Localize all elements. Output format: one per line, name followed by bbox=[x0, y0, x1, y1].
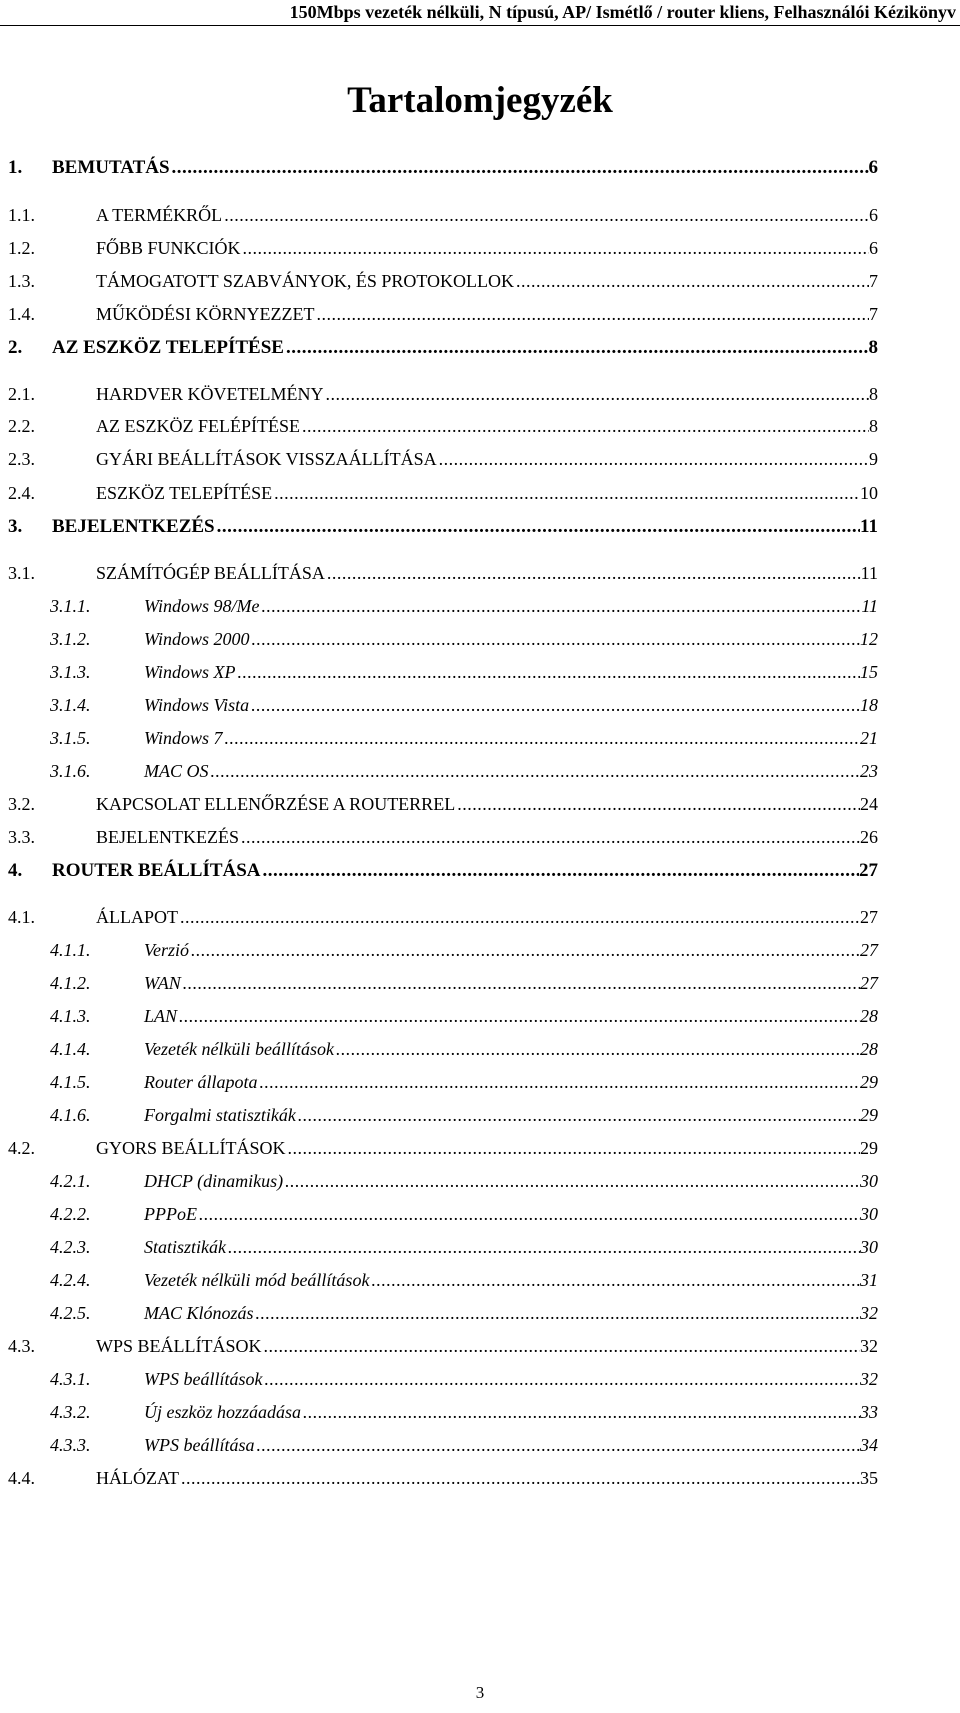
toc-entry-page: 7 bbox=[869, 304, 878, 324]
toc-entry-title: MAC Klónozás bbox=[144, 1303, 254, 1323]
toc-entry-page: 27 bbox=[860, 907, 878, 927]
toc-entry[interactable] bbox=[0, 723, 960, 753]
toc-dot-leader bbox=[325, 379, 869, 409]
toc-entry-title: Verzió bbox=[144, 940, 189, 960]
toc-entry-title: HARDVER KÖVETELMÉNY bbox=[96, 384, 324, 404]
toc-entry-title: WPS beállítása bbox=[144, 1435, 255, 1455]
toc-dot-leader bbox=[439, 444, 869, 474]
toc-entry[interactable] bbox=[0, 657, 960, 687]
toc-entry-title: AZ ESZKÖZ FELÉPÍTÉSE bbox=[96, 416, 300, 436]
toc-entry-page: 27 bbox=[859, 860, 878, 881]
toc-entry-page: 8 bbox=[869, 384, 878, 404]
toc-entry-page: 8 bbox=[869, 416, 878, 436]
toc-entry-page: 11 bbox=[861, 596, 878, 616]
toc-entry-page: 15 bbox=[860, 662, 878, 682]
toc-entry-number: 2.3. bbox=[8, 449, 35, 469]
toc-entry-number: 4.2. bbox=[8, 1138, 35, 1158]
toc-entry-page: 24 bbox=[860, 794, 878, 814]
toc-dot-leader bbox=[179, 1001, 860, 1031]
toc-entry-number: 4. bbox=[8, 860, 23, 881]
toc-entry[interactable] bbox=[0, 968, 960, 998]
toc-entry-number: 4.2.5. bbox=[50, 1303, 91, 1323]
toc-entry[interactable] bbox=[0, 1199, 960, 1229]
toc-entry-title: GYORS BEÁLLÍTÁSOK bbox=[96, 1138, 286, 1158]
toc-entry-title: Vezeték nélküli beállítások bbox=[144, 1039, 334, 1059]
toc-entry-page: 32 bbox=[860, 1336, 878, 1356]
toc-entry[interactable] bbox=[0, 591, 960, 621]
toc-entry-number: 2.4. bbox=[8, 483, 35, 503]
toc-entry-page: 6 bbox=[869, 238, 878, 258]
toc-entry-title: DHCP (dinamikus) bbox=[144, 1171, 284, 1191]
toc-entry-page: 34 bbox=[860, 1435, 878, 1455]
toc-entry[interactable] bbox=[0, 1397, 960, 1427]
toc-entry[interactable] bbox=[0, 153, 960, 183]
toc-entry-title: WAN bbox=[144, 973, 181, 993]
toc-dot-leader bbox=[263, 856, 859, 886]
toc-entry-number: 4.3.3. bbox=[50, 1435, 91, 1455]
toc-entry-number: 4.2.3. bbox=[50, 1237, 91, 1257]
toc-entry-title: Forgalmi statisztikák bbox=[144, 1105, 296, 1125]
toc-entry-page: 28 bbox=[860, 1039, 878, 1059]
toc-entry-title: BEMUTATÁS bbox=[52, 157, 170, 178]
toc-entry-number: 4.3.1. bbox=[50, 1369, 91, 1389]
toc-entry-number: 4.1.1. bbox=[50, 940, 91, 960]
toc-entry-number: 3.1.5. bbox=[50, 728, 91, 748]
toc-entry-number: 4.2.4. bbox=[50, 1270, 91, 1290]
toc-entry-number: 1.2. bbox=[8, 238, 35, 258]
toc-entry[interactable] bbox=[0, 1298, 960, 1328]
toc-entry-number: 3.1.4. bbox=[50, 695, 91, 715]
toc-entry[interactable] bbox=[0, 822, 960, 852]
toc-entry[interactable] bbox=[0, 1133, 960, 1163]
toc-entry-page: 27 bbox=[860, 973, 878, 993]
toc-entry[interactable] bbox=[0, 411, 960, 441]
toc-dot-leader bbox=[228, 1232, 860, 1262]
toc-entry-title: GYÁRI BEÁLLÍTÁSOK VISSZAÁLLÍTÁSA bbox=[96, 449, 437, 469]
toc-dot-leader bbox=[457, 789, 860, 819]
toc-entry[interactable] bbox=[0, 624, 960, 654]
toc-entry-title: WPS beállítások bbox=[144, 1369, 263, 1389]
toc-dot-leader bbox=[238, 657, 860, 687]
toc-entry[interactable] bbox=[0, 299, 960, 329]
toc-entry-title: AZ ESZKÖZ TELEPÍTÉSE bbox=[52, 337, 284, 358]
toc-dot-leader bbox=[243, 233, 869, 263]
toc-entry-page: 6 bbox=[869, 205, 878, 225]
toc-entry[interactable] bbox=[0, 1001, 960, 1031]
toc-entry[interactable] bbox=[0, 1067, 960, 1097]
toc-entry-title: BEJELENTKEZÉS bbox=[52, 516, 215, 537]
toc-entry-page: 33 bbox=[860, 1402, 878, 1422]
toc-entry-page: 29 bbox=[860, 1105, 878, 1125]
toc-entry-title: MŰKÖDÉSI KÖRNYEZZET bbox=[96, 304, 315, 324]
toc-dot-leader bbox=[274, 478, 860, 508]
toc-dot-leader bbox=[316, 299, 869, 329]
toc-entry-title: Új eszköz hozzáadása bbox=[144, 1402, 302, 1422]
toc-entry[interactable] bbox=[0, 1232, 960, 1262]
toc-entry-title: FŐBB FUNKCIÓK bbox=[96, 238, 241, 258]
toc-entry-title: Windows 98/Me bbox=[144, 596, 260, 616]
toc-entry-title: Statisztikák bbox=[144, 1237, 226, 1257]
toc-dot-leader bbox=[257, 1430, 861, 1460]
toc-entry-page: 30 bbox=[860, 1171, 878, 1191]
toc-dot-leader bbox=[183, 968, 860, 998]
toc-entry-number: 4.2.1. bbox=[50, 1171, 91, 1191]
toc-entry-number: 3.2. bbox=[8, 794, 35, 814]
toc-entry[interactable] bbox=[0, 512, 960, 542]
toc-entry[interactable] bbox=[0, 1364, 960, 1394]
toc-entry-title: HÁLÓZAT bbox=[96, 1468, 179, 1488]
toc-entry-number: 3.3. bbox=[8, 827, 35, 847]
toc-entry-page: 21 bbox=[860, 728, 878, 748]
toc-dot-leader bbox=[264, 1364, 860, 1394]
toc-entry-number: 3.1. bbox=[8, 563, 35, 583]
toc-dot-leader bbox=[180, 902, 860, 932]
toc-entry-number: 1. bbox=[8, 157, 23, 178]
toc-entry-number: 3.1.3. bbox=[50, 662, 91, 682]
toc-entry-number: 3.1.2. bbox=[50, 629, 91, 649]
toc-entry-page: 27 bbox=[860, 940, 878, 960]
toc-dot-leader bbox=[302, 411, 869, 441]
toc-entry-number: 2.1. bbox=[8, 384, 35, 404]
toc-entry-title: MAC OS bbox=[144, 761, 209, 781]
toc-entry-number: 4.3.2. bbox=[50, 1402, 91, 1422]
toc-entry-page: 26 bbox=[860, 827, 878, 847]
toc-entry-title: ÁLLAPOT bbox=[96, 907, 178, 927]
toc-dot-leader bbox=[371, 1265, 860, 1295]
toc-entry-number: 1.3. bbox=[8, 271, 35, 291]
toc-entry-page: 10 bbox=[860, 483, 878, 503]
toc-entry-title: BEJELENTKEZÉS bbox=[96, 827, 239, 847]
toc-entry[interactable] bbox=[0, 1265, 960, 1295]
toc-entry-page: 8 bbox=[868, 337, 878, 358]
toc-entry-number: 3.1.6. bbox=[50, 761, 91, 781]
toc-dot-leader bbox=[285, 1166, 860, 1196]
toc-entry[interactable] bbox=[0, 690, 960, 720]
toc-entry-title: Windows XP bbox=[144, 662, 236, 682]
toc-dot-leader bbox=[199, 1199, 860, 1229]
toc-entry-page: 9 bbox=[869, 449, 878, 469]
toc-dot-leader bbox=[288, 1133, 860, 1163]
toc-dot-leader bbox=[256, 1298, 860, 1328]
toc-entry[interactable] bbox=[0, 558, 960, 588]
toc-dot-leader bbox=[303, 1397, 860, 1427]
toc-entry-title: SZÁMÍTÓGÉP BEÁLLÍTÁSA bbox=[96, 563, 325, 583]
toc-entry-page: 18 bbox=[860, 695, 878, 715]
toc-entry[interactable] bbox=[0, 1166, 960, 1196]
toc-dot-leader bbox=[224, 200, 869, 230]
toc-entry-page: 11 bbox=[860, 563, 878, 583]
toc-entry-number: 3.1.1. bbox=[50, 596, 91, 616]
running-header: 150Mbps vezeték nélküli, N típusú, AP/ Ismétlő / router kliens, Felhasználói Kézikönyv bbox=[0, 0, 960, 26]
toc-entry[interactable] bbox=[0, 789, 960, 819]
toc-entry-number: 4.4. bbox=[8, 1468, 35, 1488]
toc-entry-page: 29 bbox=[860, 1138, 878, 1158]
toc-dot-leader bbox=[286, 333, 869, 363]
toc-entry-title: Router állapota bbox=[144, 1072, 258, 1092]
toc-entry-number: 1.4. bbox=[8, 304, 35, 324]
toc-entry-page: 31 bbox=[860, 1270, 878, 1290]
toc-entry-number: 4.1.3. bbox=[50, 1006, 91, 1026]
toc-entry[interactable] bbox=[0, 266, 960, 296]
toc-entry-page: 23 bbox=[860, 761, 878, 781]
toc-entry-title: A TERMÉKRŐL bbox=[96, 205, 223, 225]
toc-entry-page: 12 bbox=[860, 629, 878, 649]
toc-entry-title: Windows 2000 bbox=[144, 629, 250, 649]
toc-entry-page: 32 bbox=[860, 1303, 878, 1323]
toc-entry-title: TÁMOGATOTT SZABVÁNYOK, ÉS PROTOKOLLOK bbox=[96, 271, 515, 291]
toc-entry-number: 2. bbox=[8, 337, 23, 358]
toc-entry[interactable] bbox=[0, 1463, 960, 1493]
toc-entry-title: ROUTER BEÁLLÍTÁSA bbox=[52, 860, 261, 881]
toc-entry[interactable] bbox=[0, 233, 960, 263]
toc-entry-number: 4.3. bbox=[8, 1336, 35, 1356]
page-number: 3 bbox=[475, 1683, 485, 1702]
toc-entry-number: 4.2.2. bbox=[50, 1204, 91, 1224]
toc-entry-title: Windows 7 bbox=[144, 728, 223, 748]
toc-entry-number: 4.1. bbox=[8, 907, 35, 927]
toc-entry[interactable] bbox=[0, 1430, 960, 1460]
toc-entry-number: 1.1. bbox=[8, 205, 35, 225]
toc-dot-leader bbox=[191, 935, 860, 965]
toc-entry-page: 28 bbox=[860, 1006, 878, 1026]
toc-entry[interactable] bbox=[0, 1331, 960, 1361]
toc-entry[interactable] bbox=[0, 856, 960, 886]
toc-entry-number: 4.1.2. bbox=[50, 973, 91, 993]
toc-dot-leader bbox=[172, 153, 869, 183]
toc-dot-leader bbox=[516, 266, 869, 296]
toc-entry-page: 6 bbox=[868, 157, 878, 178]
toc-entry-number: 2.2. bbox=[8, 416, 35, 436]
toc-entry-page: 7 bbox=[869, 271, 878, 291]
toc-entry[interactable] bbox=[0, 333, 960, 363]
toc-entry-page: 30 bbox=[860, 1204, 878, 1224]
toc-dot-leader bbox=[251, 690, 860, 720]
toc-entry-page: 32 bbox=[860, 1369, 878, 1389]
toc-dot-leader bbox=[336, 1034, 860, 1064]
toc-dot-leader bbox=[252, 624, 860, 654]
toc-entry-number: 3. bbox=[8, 516, 23, 537]
toc-dot-leader bbox=[241, 822, 860, 852]
toc-entry-number: 4.1.5. bbox=[50, 1072, 91, 1092]
toc-entry-title: PPPoE bbox=[144, 1204, 197, 1224]
page-title: Tartalomjegyzék bbox=[347, 80, 613, 121]
toc-entry[interactable] bbox=[0, 902, 960, 932]
toc-entry[interactable] bbox=[0, 478, 960, 508]
toc-entry[interactable] bbox=[0, 1100, 960, 1130]
toc-entry-title: KAPCSOLAT ELLENŐRZÉSE A ROUTERREL bbox=[96, 794, 456, 814]
toc-entry-number: 4.1.6. bbox=[50, 1105, 91, 1125]
toc-entry[interactable] bbox=[0, 379, 960, 409]
toc-dot-leader bbox=[225, 723, 860, 753]
toc-dot-leader bbox=[181, 1463, 860, 1493]
toc-entry-title: WPS BEÁLLÍTÁSOK bbox=[96, 1336, 262, 1356]
toc-dot-leader bbox=[327, 558, 861, 588]
toc-entry[interactable] bbox=[0, 444, 960, 474]
toc-entry-page: 35 bbox=[860, 1468, 878, 1488]
toc-entry-title: Vezeték nélküli mód beállítások bbox=[144, 1270, 370, 1290]
toc-entry-title: ESZKÖZ TELEPÍTÉSE bbox=[96, 483, 273, 503]
toc-entry[interactable] bbox=[0, 756, 960, 786]
toc-dot-leader bbox=[264, 1331, 861, 1361]
toc-entry-number: 4.1.4. bbox=[50, 1039, 91, 1059]
toc-dot-leader bbox=[217, 512, 860, 542]
toc-dot-leader bbox=[298, 1100, 860, 1130]
toc-entry-page: 29 bbox=[860, 1072, 878, 1092]
toc-entry-page: 11 bbox=[860, 516, 878, 537]
toc-entry[interactable] bbox=[0, 200, 960, 230]
toc-dot-leader bbox=[262, 591, 862, 621]
toc-entry-title: Windows Vista bbox=[144, 695, 250, 715]
toc-dot-leader bbox=[260, 1067, 861, 1097]
toc-entry-page: 30 bbox=[860, 1237, 878, 1257]
toc-entry[interactable] bbox=[0, 1034, 960, 1064]
toc-entry[interactable] bbox=[0, 935, 960, 965]
toc-dot-leader bbox=[211, 756, 861, 786]
toc-entry-title: LAN bbox=[144, 1006, 178, 1026]
